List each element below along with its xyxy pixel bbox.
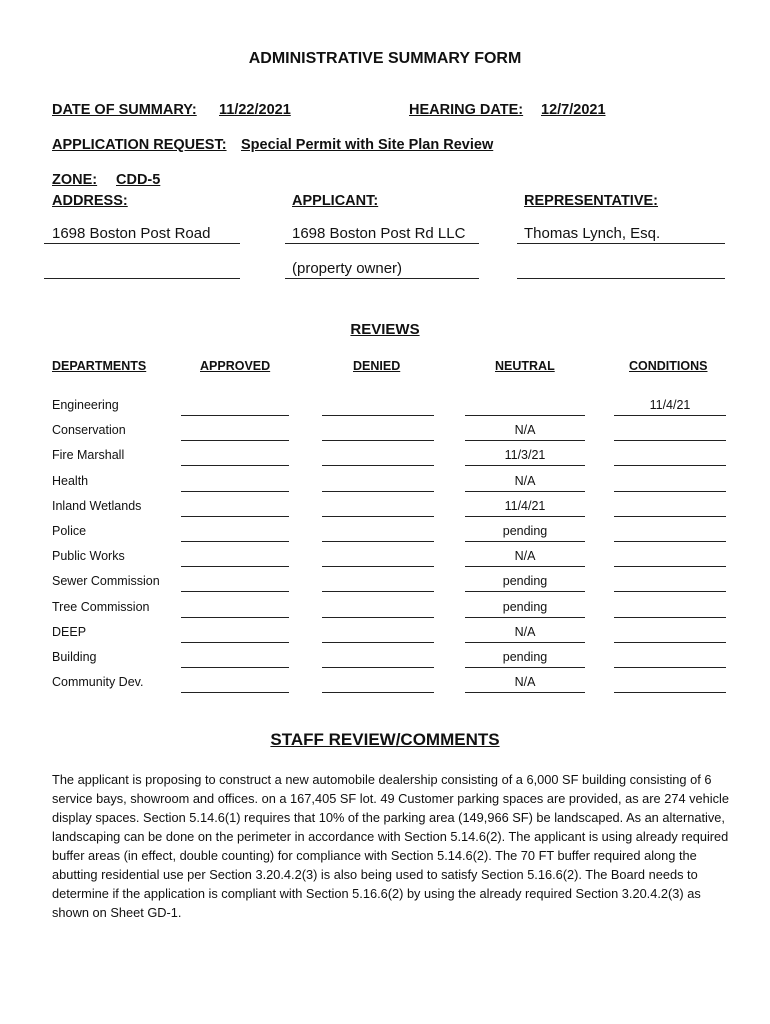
neutral-cell: 11/3/21 [504,448,546,462]
department-name: Sewer Commission [52,574,160,588]
form-title: ADMINISTRATIVE SUMMARY FORM [248,50,522,67]
applicant-line1: 1698 Boston Post Rd LLC [292,225,466,242]
address-label: ADDRESS: [52,193,128,209]
department-name: Tree Commission [52,600,150,614]
denied-rule [322,440,434,441]
denied-rule [322,591,434,592]
representative-label: REPRESENTATIVE: [524,193,659,209]
applicant-line2-rule [285,278,479,279]
neutral-rule [465,667,585,668]
approved-rule [181,617,289,618]
conditions-rule [614,440,726,441]
approved-rule [181,415,289,416]
column-header-approved: APPROVED [200,359,271,373]
address-line1-rule [44,243,240,244]
neutral-rule [465,591,585,592]
column-header-neutral: NEUTRAL [495,359,555,373]
conditions-rule [614,692,726,693]
neutral-cell: N/A [514,625,536,639]
application-request-value: Special Permit with Site Plan Review [241,137,494,153]
applicant-line2: (property owner) [292,260,403,277]
approved-rule [181,692,289,693]
column-header-conditions: CONDITIONS [629,359,708,373]
column-header-denied: DENIED [353,359,401,373]
conditions-rule [614,591,726,592]
denied-rule [322,491,434,492]
approved-rule [181,667,289,668]
neutral-cell: pending [502,650,548,664]
denied-rule [322,541,434,542]
denied-rule [322,415,434,416]
neutral-rule [465,642,585,643]
column-header-departments: DEPARTMENTS [52,359,147,373]
hearing-date-label: HEARING DATE: [409,102,524,118]
approved-rule [181,516,289,517]
representative-line1: Thomas Lynch, Esq. [524,225,661,242]
department-name: Fire Marshall [52,448,125,462]
address-line2-rule [44,278,240,279]
conditions-rule [614,541,726,542]
neutral-rule [465,692,585,693]
neutral-cell: N/A [514,423,536,437]
department-name: Building [52,650,97,664]
department-name: Public Works [52,549,125,563]
neutral-rule [465,440,585,441]
neutral-cell: pending [502,524,548,538]
approved-rule [181,566,289,567]
conditions-cell: 11/4/21 [649,398,691,412]
denied-rule [322,642,434,643]
denied-rule [322,692,434,693]
zone-label: ZONE: [52,172,98,188]
conditions-rule [614,465,726,466]
representative-line1-rule [517,243,725,244]
department-name: Engineering [52,398,119,412]
approved-rule [181,440,289,441]
staff-review-comments: The applicant is proposing to construct a new automobile dealership consisting of a 6,000 SF building consisting of 6 service bays, showroom and offices. on a 167,405 SF lot. 49 Customer parking spaces are provided, as are 274 vehicle display spaces. Section 5.14.6(1) requires that 10% of the parking area (149,966 SF) be landscaped. As an alternative, landscaping can be done on the perimeter in accordance with Section 5.14.6(2). The applicant is using already required buffer areas (in effect, double counting) for compliance with Section 5.14.6(2). The 70 FT buffer required along the abutting residential use per Section 3.20.4.2(3) is also being used to satisfy Section 5.16.6(2). The Board needs to determine if the application is compliant with Section 5.16.6(2) by using the already required Section 3.20.4.2(3) as shown on Sheet GD-1. [52,772,729,920]
reviews-title: REVIEWS [350,321,420,338]
neutral-cell: N/A [514,549,536,563]
approved-rule [181,491,289,492]
zone-value: CDD-5 [116,172,161,188]
approved-rule [181,642,289,643]
conditions-rule [614,642,726,643]
hearing-date-value: 12/7/2021 [541,102,606,118]
conditions-rule [614,566,726,567]
denied-rule [322,617,434,618]
department-name: Community Dev. [52,675,144,689]
conditions-rule [614,491,726,492]
department-name: Conservation [52,423,126,437]
conditions-rule [614,617,726,618]
neutral-rule [465,541,585,542]
neutral-rule [465,566,585,567]
denied-rule [322,667,434,668]
approved-rule [181,465,289,466]
conditions-rule [614,415,726,416]
staff-review-title: STAFF REVIEW/COMMENTS [270,730,500,749]
denied-rule [322,516,434,517]
approved-rule [181,591,289,592]
representative-line2-rule [517,278,725,279]
department-name: Inland Wetlands [52,499,142,513]
neutral-cell: N/A [514,474,536,488]
denied-rule [322,465,434,466]
department-name: DEEP [52,625,87,639]
date-of-summary-label: DATE OF SUMMARY: [52,102,197,118]
application-request-label: APPLICATION REQUEST: [52,137,227,153]
department-name: Health [52,474,89,488]
neutral-cell: pending [502,574,548,588]
neutral-rule [465,491,585,492]
neutral-rule [465,465,585,466]
conditions-rule [614,516,726,517]
applicant-label: APPLICANT: [292,193,379,209]
address-line1: 1698 Boston Post Road [52,225,211,242]
neutral-cell: 11/4/21 [504,499,546,513]
department-name: Police [52,524,87,538]
neutral-rule [465,516,585,517]
neutral-cell: pending [502,600,548,614]
approved-rule [181,541,289,542]
applicant-line1-rule [285,243,479,244]
neutral-rule [465,415,585,416]
neutral-cell: N/A [514,675,536,689]
conditions-rule [614,667,726,668]
date-of-summary-value: 11/22/2021 [219,102,291,118]
denied-rule [322,566,434,567]
neutral-rule [465,617,585,618]
